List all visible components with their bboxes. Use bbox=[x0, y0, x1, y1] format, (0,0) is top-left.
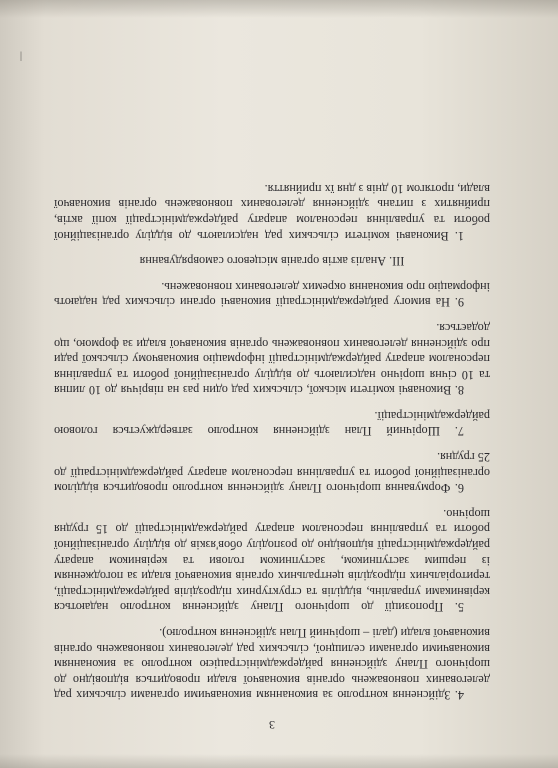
scan-shadow-bottom bbox=[0, 754, 558, 768]
paragraph-5: 5. Пропозиції до шорічного Плану здійснення контролю надаються керівниками управлінь, відділів та структурних підрозділів райдержадміністрації, територіальних підрозділів центральних органів виконавчої влади за погодженням із першим заступником, заступником голови та керівником апарату райдержадміністрації відповідно до розподілу обов'язків до відділу організаційної роботи та управління персоналом апарату райдержадміністрації до 15 грудня шорічно. bbox=[54, 506, 490, 615]
paragraph-7: 7. Шорічний План здійснення контролю затверджується головою райдержадміністрації. bbox=[54, 408, 490, 439]
paragraph-6: 6. Формування шорічного Плану здійснення контролю проводиться відділом організаційної роботи та управління персоналом апарату райдержадміністрації до 25 грудня. bbox=[54, 450, 490, 496]
paragraph-8: 8. Виконавчі комітети міської, сільських рад один раз на півріччя до 10 липня та 10 січня шорічно надсилають до відділу організаційної роботи та управління персоналом апарату райдержадміністрації інформацію виконавчому сільської ради про здійснення делегованих повноважень органів виконавчої влади за формою, що додається. bbox=[54, 320, 490, 398]
section-paragraph-1: 1. Виконавчі комітети сільських рад надсилають до відділу організаційної роботи та управління персоналом апарату райдержадміністрації копії актів, прийнятих з питань здійснення делегованих повноважень органів виконавчої влади, протягом 10 днів з дня їх прийняття. bbox=[54, 181, 490, 243]
page-content bbox=[54, 170, 490, 732]
margin-mark: | bbox=[19, 51, 22, 62]
scan-shadow-top bbox=[0, 0, 558, 18]
paragraph-9: 9. На вимогу райдержадміністрації виконавчі органи сільських рад надають інформацію про виконання окремих делегованих повноважень. bbox=[54, 279, 490, 310]
page-number: 3 bbox=[269, 718, 275, 732]
section-title: III. Аналіз актів органів місцевого самоврядування bbox=[139, 254, 405, 269]
paragraph-4: 4. Здійснення контролю за виконанням виконавчими органами сільських рад делегованих повноважень органів виконавчої влади проводиться відповідно до шорічного Плану здійснення райдержадміністрацією контролю за виконанням виконавчими органами селищної, сільських рад делегованих повноважень органів виконавчої влади (далі – шорічний План здійснення контролю). bbox=[54, 626, 490, 703]
